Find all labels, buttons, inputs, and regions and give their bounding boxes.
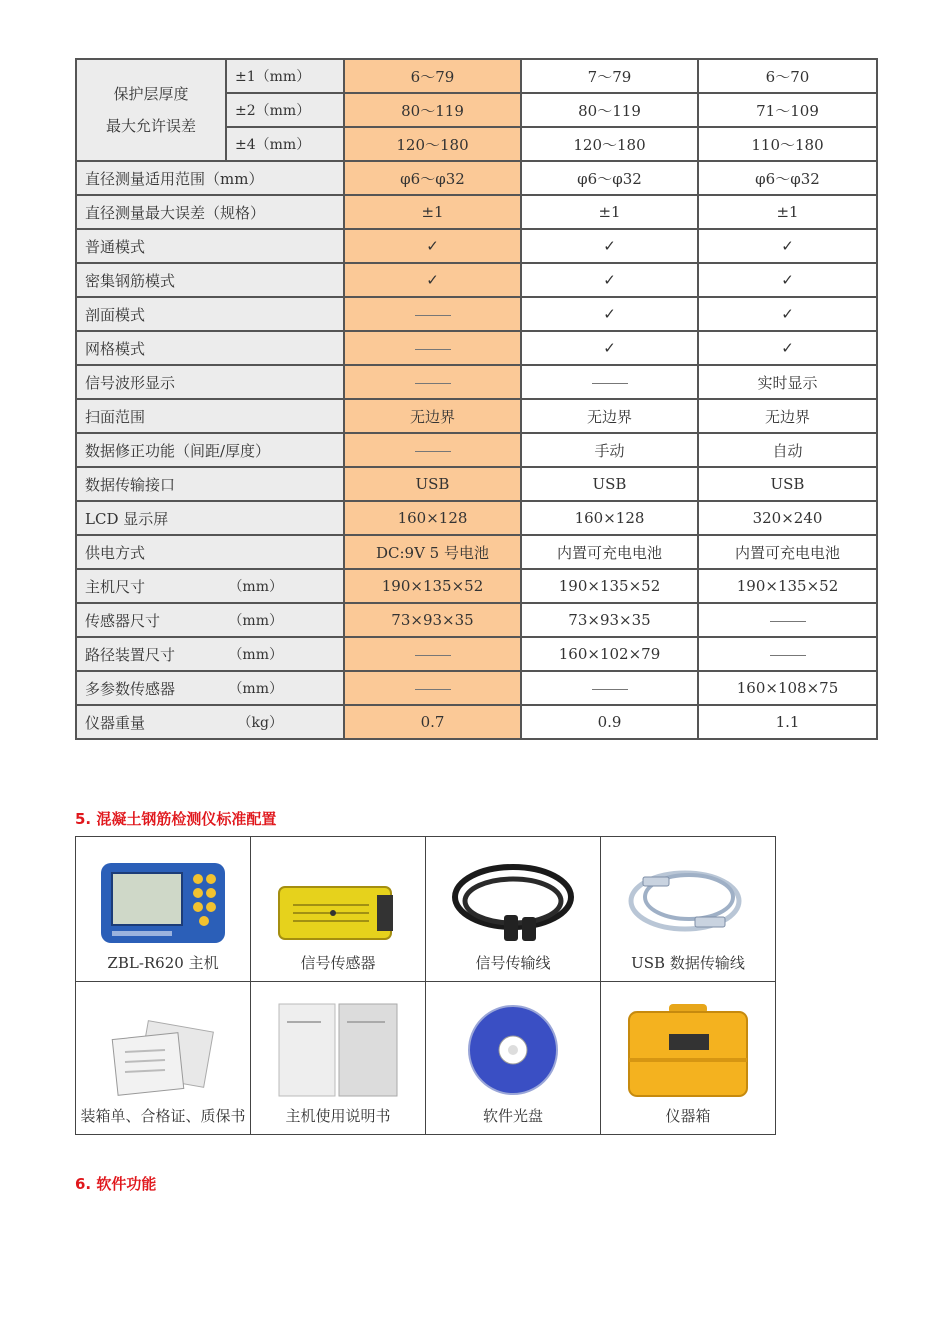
thickness-row-1 <box>76 59 877 93</box>
cell-value: DC:9V 5 号电池 <box>344 535 521 569</box>
spec-row <box>76 705 877 739</box>
equipment-caption: 仪器箱 <box>665 1107 711 1125</box>
not-applicable-dash <box>415 655 451 656</box>
cell-value: φ6～φ32 <box>698 161 877 195</box>
cell-value: 160×108×75 <box>698 671 877 705</box>
cell-value: 190×135×52 <box>698 569 877 603</box>
thickness-sub: ±4（mm） <box>226 127 344 161</box>
not-applicable-dash <box>415 349 451 350</box>
spec-row <box>76 331 877 365</box>
cell-value: 自动 <box>698 433 877 467</box>
cell-value: ✓ <box>344 263 521 297</box>
manual-icon <box>273 1000 403 1100</box>
equipment-caption: 信号传感器 <box>300 954 376 972</box>
thickness-label-line1: 保护层厚度 <box>113 85 189 103</box>
row-label-text: 多参数传感器 <box>85 679 176 698</box>
row-unit: （mm） <box>228 612 283 629</box>
row-unit: （mm） <box>228 578 283 595</box>
not-applicable-dash <box>415 383 451 384</box>
spec-row <box>76 637 877 671</box>
spec-row <box>76 603 877 637</box>
cell-value: 80～119 <box>521 93 698 127</box>
row-label <box>76 229 344 263</box>
cell-value: 120～180 <box>521 127 698 161</box>
cell-value: 无边界 <box>698 399 877 433</box>
cell-value: 6～70 <box>698 59 877 93</box>
row-label <box>76 501 344 535</box>
cell-value: 160×102×79 <box>521 637 698 671</box>
case-icon <box>623 1000 753 1100</box>
row-label <box>76 195 344 229</box>
cell-value <box>698 637 877 671</box>
equipment-caption: 信号传输线 <box>475 954 551 972</box>
equipment-cell <box>426 837 601 982</box>
cell-value: USB <box>698 467 877 501</box>
cell-value: ✓ <box>698 229 877 263</box>
equipment-cell <box>251 837 426 982</box>
cell-value: ±1 <box>698 195 877 229</box>
equipment-cell <box>426 982 601 1135</box>
row-label-text: 剖面模式 <box>85 305 146 324</box>
cell-value <box>698 603 877 637</box>
cell-value: 无边界 <box>521 399 698 433</box>
cell-value: ✓ <box>698 263 877 297</box>
row-label <box>76 263 344 297</box>
equipment-cell <box>76 982 251 1135</box>
not-applicable-dash <box>415 315 451 316</box>
cell-value: 160×128 <box>344 501 521 535</box>
equipment-cell <box>251 982 426 1135</box>
spec-row <box>76 467 877 501</box>
spec-row <box>76 229 877 263</box>
spec-row <box>76 399 877 433</box>
row-label-text: 数据传输接口 <box>85 475 176 494</box>
row-label-text: 供电方式 <box>85 543 146 562</box>
row-label <box>76 433 344 467</box>
cell-value <box>521 365 698 399</box>
row-unit: （mm） <box>228 646 283 663</box>
equipment-cell <box>601 837 776 982</box>
spec-row <box>76 433 877 467</box>
equipment-caption: 主机使用说明书 <box>285 1107 391 1125</box>
section-6-title: 6. 软件功能 <box>75 1175 157 1193</box>
cell-value: ✓ <box>521 297 698 331</box>
row-label <box>76 297 344 331</box>
cell-value: USB <box>521 467 698 501</box>
sensor-icon <box>273 877 403 947</box>
signal-cable-icon <box>448 857 578 947</box>
cell-value: φ6～φ32 <box>344 161 521 195</box>
cell-value: 120～180 <box>344 127 521 161</box>
thickness-sub: ±2（mm） <box>226 93 344 127</box>
row-label-text: 主机尺寸 <box>85 577 146 596</box>
row-label-text: 普通模式 <box>85 237 146 256</box>
not-applicable-dash <box>770 655 806 656</box>
spec-row <box>76 161 877 195</box>
cell-value: φ6～φ32 <box>521 161 698 195</box>
cell-value <box>344 671 521 705</box>
cell-value: 1.1 <box>698 705 877 739</box>
row-label-text: 信号波形显示 <box>85 373 176 392</box>
row-label <box>76 365 344 399</box>
thickness-label <box>76 59 226 161</box>
cell-value <box>344 637 521 671</box>
equipment-caption: 装箱单、合格证、质保书 <box>80 1107 246 1125</box>
cell-value: 0.9 <box>521 705 698 739</box>
spec-row <box>76 535 877 569</box>
cell-value: 190×135×52 <box>521 569 698 603</box>
not-applicable-dash <box>415 451 451 452</box>
cell-value: 190×135×52 <box>344 569 521 603</box>
row-unit: （mm） <box>228 680 283 697</box>
row-label-text: 数据修正功能（间距/厚度） <box>85 441 271 460</box>
row-label <box>76 535 344 569</box>
not-applicable-dash <box>415 689 451 690</box>
row-label <box>76 603 344 637</box>
row-label <box>76 569 344 603</box>
row-label-text: 直径测量适用范围（mm） <box>85 169 264 188</box>
cell-value: ✓ <box>698 331 877 365</box>
equipment-caption: USB 数据传输线 <box>631 954 745 972</box>
cell-value: 80～119 <box>344 93 521 127</box>
cell-value: 实时显示 <box>698 365 877 399</box>
row-label-text: LCD 显示屏 <box>85 509 169 528</box>
cd-icon <box>463 1000 563 1100</box>
equipment-row <box>76 982 776 1135</box>
row-label-text: 路径装置尺寸 <box>85 645 176 664</box>
cell-value: 160×128 <box>521 501 698 535</box>
row-label <box>76 637 344 671</box>
row-label <box>76 399 344 433</box>
spec-row <box>76 263 877 297</box>
equipment-cell <box>76 837 251 982</box>
row-label-text: 传感器尺寸 <box>85 611 161 630</box>
cell-value: 无边界 <box>344 399 521 433</box>
cell-value: 内置可充电电池 <box>521 535 698 569</box>
equipment-row <box>76 837 776 982</box>
cell-value: ✓ <box>521 263 698 297</box>
cell-value <box>344 297 521 331</box>
equipment-cell <box>601 982 776 1135</box>
cell-value <box>344 331 521 365</box>
row-label <box>76 161 344 195</box>
documents-icon <box>103 1020 223 1100</box>
row-label <box>76 467 344 501</box>
cell-value: 320×240 <box>698 501 877 535</box>
cell-value: 6～79 <box>344 59 521 93</box>
cell-value <box>521 671 698 705</box>
section-5-title: 5. 混凝土钢筋检测仪标准配置 <box>75 810 277 828</box>
cell-value: 71～109 <box>698 93 877 127</box>
cell-value: ✓ <box>521 229 698 263</box>
cell-value: ✓ <box>344 229 521 263</box>
cell-value: USB <box>344 467 521 501</box>
thickness-sub: ±1（mm） <box>226 59 344 93</box>
spec-row <box>76 569 877 603</box>
not-applicable-dash <box>770 621 806 622</box>
cell-value: 7～79 <box>521 59 698 93</box>
spec-row <box>76 671 877 705</box>
row-label <box>76 705 344 739</box>
cell-value: 0.7 <box>344 705 521 739</box>
host-device-icon <box>98 859 228 947</box>
cell-value <box>344 433 521 467</box>
row-unit: （kg） <box>237 714 283 731</box>
cell-value: ✓ <box>521 331 698 365</box>
not-applicable-dash <box>592 689 628 690</box>
cell-value: 73×93×35 <box>344 603 521 637</box>
row-label-text: 密集钢筋模式 <box>85 271 176 290</box>
spec-table <box>75 58 878 740</box>
cell-value <box>344 365 521 399</box>
cell-value: ✓ <box>698 297 877 331</box>
row-label-text: 仪器重量 <box>85 713 146 732</box>
usb-cable-icon <box>623 857 753 947</box>
cell-value: ±1 <box>521 195 698 229</box>
spec-row <box>76 297 877 331</box>
row-label-text: 直径测量最大误差（规格） <box>85 203 266 222</box>
cell-value: 手动 <box>521 433 698 467</box>
row-label-text: 网格模式 <box>85 339 146 358</box>
cell-value: 110～180 <box>698 127 877 161</box>
row-label <box>76 331 344 365</box>
not-applicable-dash <box>592 383 628 384</box>
equipment-caption: 软件光盘 <box>482 1107 543 1125</box>
cell-value: ±1 <box>344 195 521 229</box>
row-label <box>76 671 344 705</box>
spec-row <box>76 195 877 229</box>
row-label-text: 扫面范围 <box>85 407 146 426</box>
spec-row <box>76 365 877 399</box>
cell-value: 73×93×35 <box>521 603 698 637</box>
spec-row <box>76 501 877 535</box>
equipment-caption: ZBL-R620 主机 <box>107 954 219 972</box>
thickness-label-line2: 最大允许误差 <box>105 117 196 135</box>
equipment-grid <box>75 836 776 1135</box>
cell-value: 内置可充电电池 <box>698 535 877 569</box>
